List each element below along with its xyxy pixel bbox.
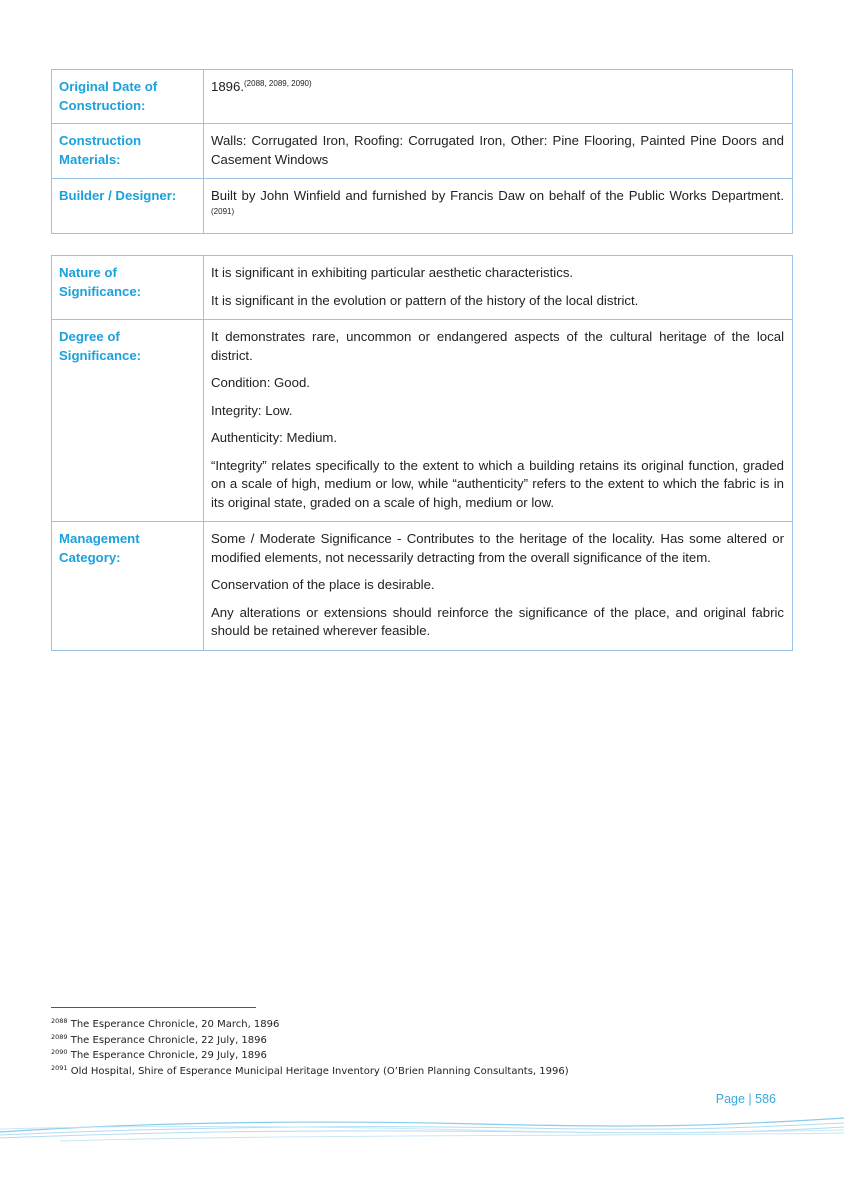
row-value	[204, 320, 793, 522]
construction-date: 1896.	[211, 79, 245, 94]
footnote-reference: (2091)	[211, 206, 235, 216]
row-label: Builder / Designer:	[52, 179, 204, 234]
significance-table	[51, 255, 793, 651]
row-value	[204, 522, 793, 651]
paragraph: Authenticity: Medium.	[211, 430, 338, 445]
footnote-divider	[51, 1007, 256, 1008]
row-label: Original Date of Construction:	[52, 70, 204, 124]
footnote-number: 2091	[51, 1063, 68, 1072]
paragraph: It demonstrates rare, uncommon or endangered aspects of the cultural heritage of the local district.	[211, 329, 784, 363]
paragraph: “Integrity” relates specifically to the extent to which a building retains its original function, graded on a scale of high, medium or low, while “authenticity” refers to the extent to which the fabric is in its original state, graded on a scale of high, medium or low.	[211, 457, 784, 510]
paragraph: Condition: Good.	[211, 375, 310, 390]
paragraph: Conservation of the place is desirable.	[211, 577, 435, 592]
footnote-text: Old Hospital, Shire of Esperance Municipal Heritage Inventory (O’Brien Planning Consultants, 1996)	[70, 1065, 569, 1077]
row-label: Degree of Significance:	[52, 320, 204, 522]
paragraph: Any alterations or extensions should reinforce the significance of the place, and original fabric should be retained wherever feasible.	[211, 604, 784, 638]
footnote	[51, 1048, 771, 1064]
row-label: Nature of Significance:	[52, 256, 204, 320]
table-row	[52, 256, 793, 320]
row-value	[204, 70, 793, 124]
decorative-waves	[0, 1108, 844, 1148]
row-label: Management Category:	[52, 522, 204, 651]
footnote	[51, 1064, 771, 1080]
paragraph: It is significant in the evolution or pattern of the history of the local district.	[211, 292, 639, 308]
table-row	[52, 124, 793, 179]
table-row	[52, 522, 793, 651]
footnote	[51, 1017, 771, 1033]
footnote-number: 2089	[51, 1032, 68, 1041]
table-row	[52, 320, 793, 522]
footnote-text: The Esperance Chronicle, 29 July, 1896	[70, 1050, 267, 1061]
footnote-number: 2090	[51, 1048, 68, 1056]
footnote-text: The Esperance Chronicle, 22 July, 1896	[70, 1034, 267, 1046]
builder-text: Built by John Winfield and furnished by Francis Daw on behalf of the Public Works Department.	[211, 188, 784, 203]
table-row	[52, 70, 793, 124]
page-number: Page | 586	[715, 1092, 776, 1106]
row-value	[204, 179, 793, 234]
table-row	[52, 179, 793, 234]
footnote-reference: (2088, 2089, 2090)	[244, 79, 312, 88]
footnote-number: 2088	[51, 1017, 68, 1025]
paragraph: Some / Moderate Significance - Contributes to the heritage of the locality. Has some altered or modified elements, not necessarily detracting from the overall significance of the item.	[211, 531, 784, 565]
footnote	[51, 1033, 771, 1049]
construction-details-table	[51, 69, 793, 234]
paragraph: It is significant in exhibiting particular aesthetic characteristics.	[211, 265, 574, 280]
row-value	[204, 256, 793, 320]
footnotes	[51, 1017, 771, 1079]
footnote-text: The Esperance Chronicle, 20 March, 1896	[70, 1019, 280, 1030]
row-label: Construction Materials:	[52, 124, 204, 179]
paragraph: Integrity: Low.	[211, 402, 293, 418]
row-value: Walls: Corrugated Iron, Roofing: Corrugated Iron, Other: Pine Flooring, Painted Pine Doors and Casement Windows	[204, 124, 793, 179]
